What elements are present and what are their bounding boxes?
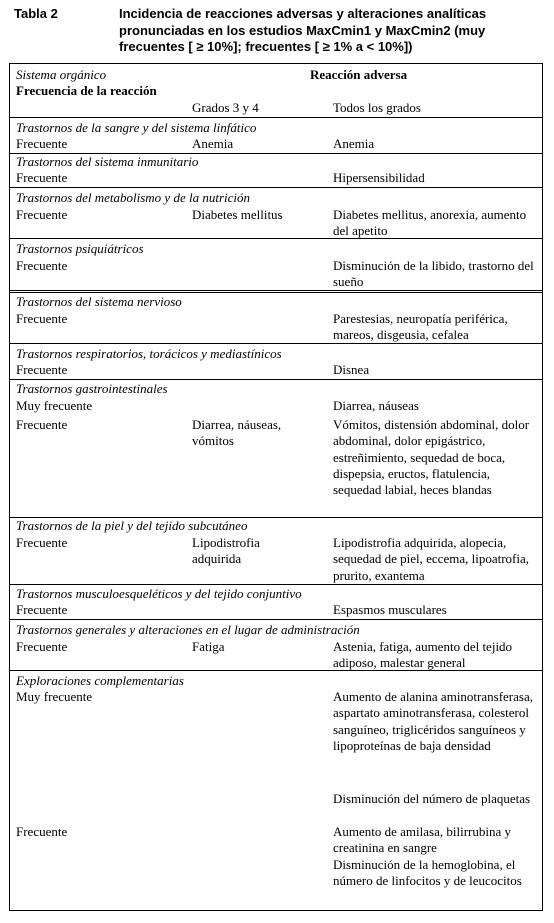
table-label: Tabla 2: [14, 6, 58, 21]
all-grades-cell: Parestesias, neuropatía periférica, mareos, disgeusia, cefalea: [333, 311, 508, 343]
adverse-reactions-table: [9, 63, 543, 911]
section-title: Trastornos gastrointestinales: [16, 381, 168, 396]
all-grades-cell: Disminución de la libido, trastorno del sueño: [333, 258, 534, 290]
all-grades-cell: Hipersensibilidad: [333, 170, 425, 185]
row-divider: [10, 187, 542, 188]
col-header-frequency: Frecuencia de la reacción: [16, 83, 157, 98]
frequency-cell: Frecuente: [16, 639, 68, 654]
all-grades-cell: Aumento de alanina aminotransferasa, aspartato aminotransferasa, colesterol sanguíneo, triglicéridos sanguíneos y lipoproteínas de baja densidad: [333, 689, 533, 753]
grades-3-4-cell: Anemia: [192, 136, 234, 151]
row-divider: [10, 619, 542, 620]
frequency-cell: Muy frecuente: [16, 398, 93, 413]
frequency-cell: Frecuente: [16, 602, 68, 617]
frequency-cell: Frecuente: [16, 311, 68, 326]
section-title: Exploraciones complementarias: [16, 673, 184, 688]
all-grades-cell: Lipodistrofia adquirida, alopecia, sequedad de piel, eccema, lipoatrofia, prurito, exantema: [333, 535, 529, 583]
frequency-cell: Frecuente: [16, 136, 68, 151]
row-divider: [10, 343, 542, 344]
all-grades-cell: Diarrea, náuseas: [333, 398, 419, 413]
col-header-organ-system: Sistema orgánico: [16, 67, 107, 82]
section-title: Trastornos del sistema inmunitario: [16, 154, 199, 169]
all-grades-cell: Espasmos musculares: [333, 602, 447, 617]
row-divider-double: [10, 290, 542, 293]
frequency-cell: Frecuente: [16, 170, 68, 185]
all-grades-cell: Astenia, fatiga, aumento del tejido adiposo, malestar general: [333, 639, 513, 671]
section-title: Trastornos de la sangre y del sistema linfático: [16, 120, 257, 135]
row-divider: [10, 670, 542, 671]
all-grades-cell: Disminución de la hemoglobina, el número de linfocitos y de leucocitos: [333, 857, 522, 889]
row-divider: [10, 379, 542, 380]
frequency-cell: Frecuente: [16, 207, 68, 222]
col-header-adverse-reaction: Reacción adversa: [310, 67, 408, 82]
section-title: Trastornos psiquiátricos: [16, 241, 144, 256]
grades-3-4-cell: Lipodistrofia adquirida: [192, 535, 260, 567]
frequency-cell: Muy frecuente: [16, 689, 93, 704]
frequency-cell: Frecuente: [16, 417, 68, 432]
frequency-cell: Frecuente: [16, 258, 68, 273]
frequency-cell: Frecuente: [16, 362, 68, 377]
section-title: Trastornos del metabolismo y de la nutrición: [16, 190, 250, 205]
row-divider: [10, 584, 542, 585]
table-caption: Incidencia de reacciones adversas y alteraciones analíticas pronunciadas en los estudios MaxCmin1 y MaxCmin2 (muy frecuentes [ ≥ 10%]; frecuentes [ ≥ 1% a < 10%]): [119, 6, 487, 54]
row-divider: [10, 238, 542, 239]
section-title: Trastornos respiratorios, torácicos y mediastínicos: [16, 346, 282, 361]
section-title: Trastornos de la piel y del tejido subcutáneo: [16, 518, 248, 533]
grades-3-4-cell: Diabetes mellitus: [192, 207, 283, 222]
all-grades-cell: Disnea: [333, 362, 370, 377]
section-title: Trastornos generales y alteraciones en el lugar de administración: [16, 622, 360, 637]
frequency-cell: Frecuente: [16, 824, 68, 839]
col-header-all-grades: Todos los grados: [333, 100, 421, 115]
all-grades-cell: Disminución del número de plaquetas: [333, 791, 531, 806]
grades-3-4-cell: Diarrea, náuseas, vómitos: [192, 417, 282, 449]
frequency-cell: Frecuente: [16, 535, 68, 550]
section-title: Trastornos musculoesqueléticos y del tejido conjuntivo: [16, 586, 302, 601]
grades-3-4-cell: Fatiga: [192, 639, 225, 654]
all-grades-cell: Anemia: [333, 136, 375, 151]
row-divider: [10, 117, 542, 118]
section-title: Trastornos del sistema nervioso: [16, 294, 182, 309]
all-grades-cell: Vómitos, distensión abdominal, dolor abdominal, dolor epigástrico, estreñimiento, sequedad de boca, dispepsia, eructos, flatulencia, sequedad labial, heces blandas: [333, 417, 530, 498]
col-header-grades-3-4: Grados 3 y 4: [192, 100, 259, 115]
all-grades-cell: Aumento de amilasa, bilirrubina y creatinina en sangre: [333, 824, 511, 856]
all-grades-cell: Diabetes mellitus, anorexia, aumento del apetito: [333, 207, 527, 239]
